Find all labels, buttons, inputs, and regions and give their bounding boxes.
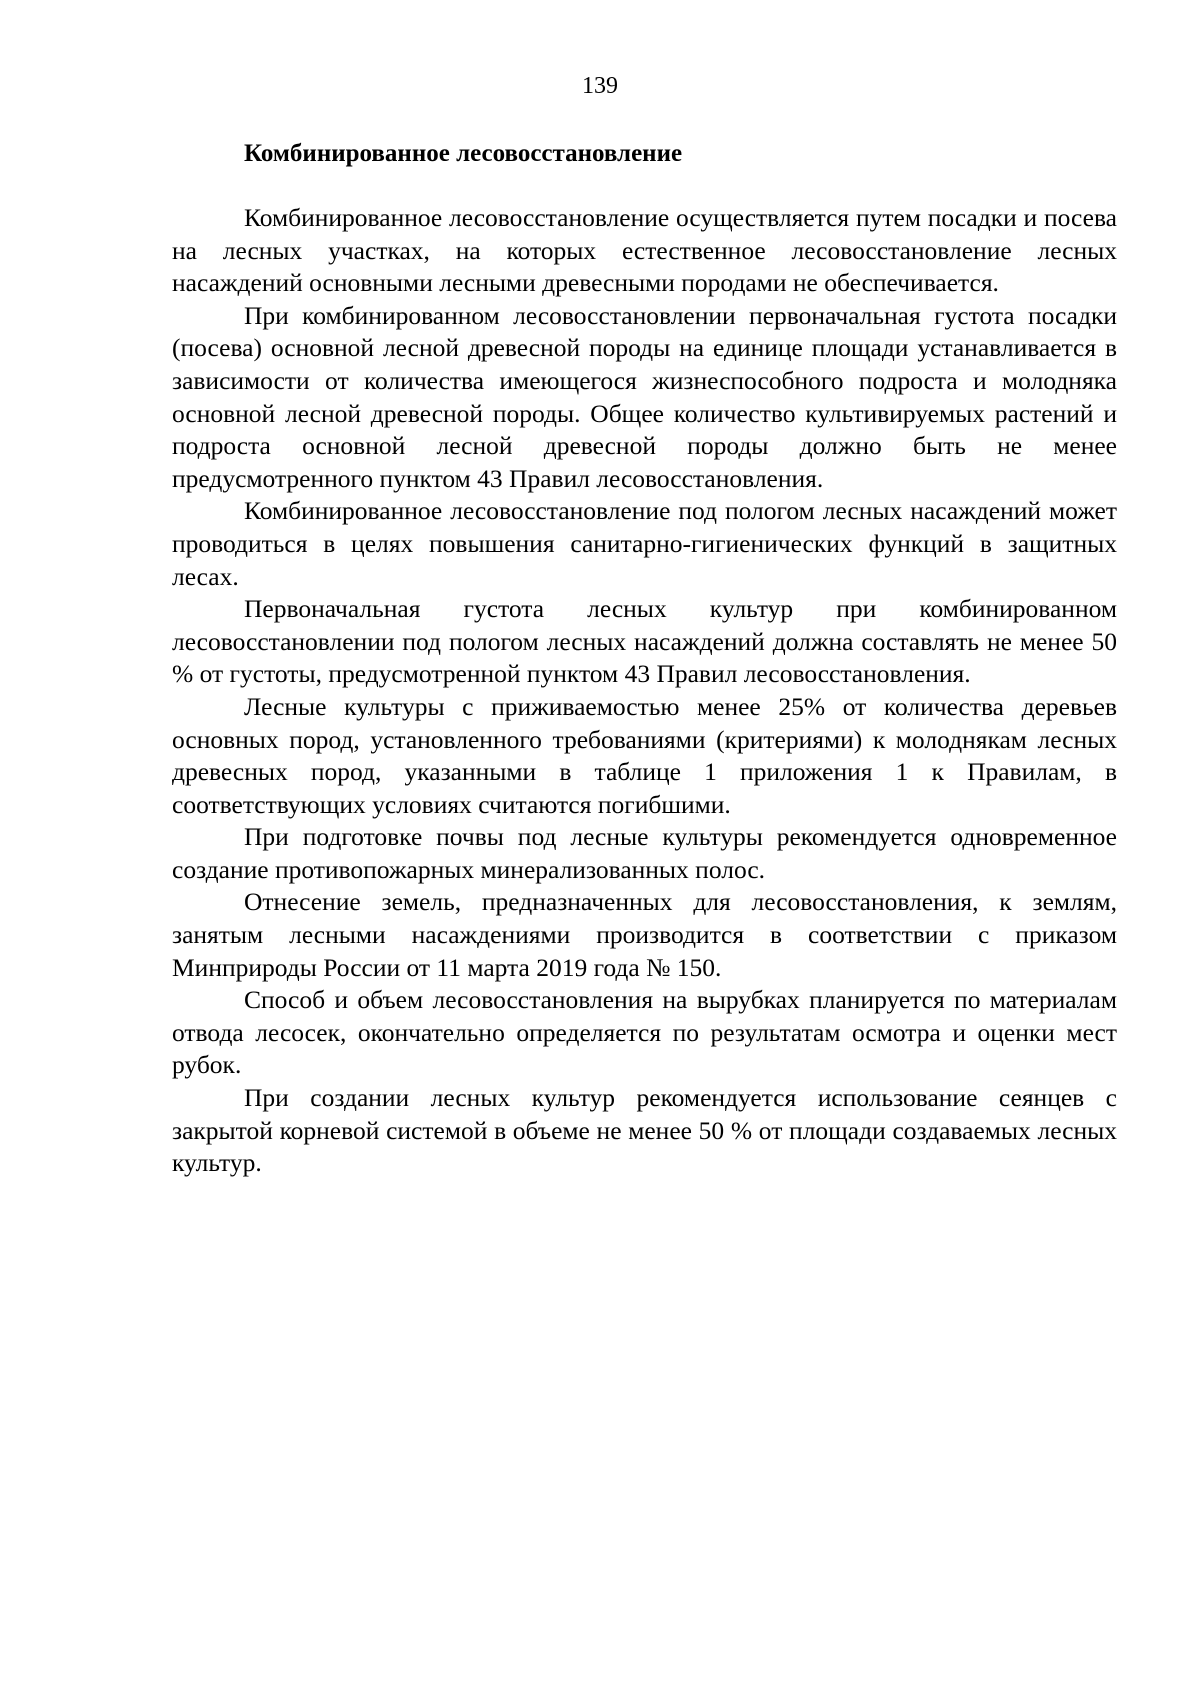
body-text	[172, 202, 1117, 1180]
paragraph-8: Способ и объем лесовосстановления на вырубках планируется по материалам отвода лесосек, окончательно определяется по результатам осмотра и оценки мест рубок.	[172, 985, 1117, 1080]
paragraph-9: При создании лесных культур рекомендуется использование сеянцев с закрытой корневой системой в объеме не менее 50 % от площади создаваемых лесных культур.	[172, 1083, 1117, 1178]
section-heading: Комбинированное лесовосстановление	[244, 140, 683, 167]
paragraph-3: Комбинированное лесовосстановление под пологом лесных насаждений может проводиться в целях повышения санитарно-гигиенических функций в защитных лесах.	[172, 496, 1117, 591]
paragraph-6: При подготовке почвы под лесные культуры рекомендуется одновременное создание противопожарных минерализованных полос.	[172, 822, 1117, 884]
paragraph-4: Первоначальная густота лесных культур при комбинированном лесовосстановлении под пологом лесных насаждений должна составлять не менее 50 % от густоты, предусмотренной пунктом 43 Правил лесовосстановления.	[172, 594, 1117, 689]
paragraph-1: Комбинированное лесовосстановление осуществляется путем посадки и посева на лесных участках, на которых естественное лесовосстановление лесных насаждений основными лесными древесными породами не обеспечивается.	[172, 203, 1117, 298]
paragraph-5: Лесные культуры с приживаемостью менее 25% от количества деревьев основных пород, установленного требованиями (критериями) к молоднякам лесных древесных пород, указанными в таблице 1 приложения 1 к Правилам, в соответствующих условиях считаются погибшими.	[172, 691, 1117, 819]
paragraph-7: Отнесение земель, предназначенных для лесовосстановления, к землям, занятым лесными насаждениями производится в соответствии с приказом Минприроды России от 11 марта 2019 года № 150.	[172, 887, 1117, 982]
paragraph-2: При комбинированном лесовосстановлении первоначальная густота посадки (посева) основной лесной древесной породы на единице площади устанавливается в зависимости от количества имеющегося жизнеспособного подроста и молодняка основной лесной древесной породы. Общее количество культивируемых растений и подроста основной лесной древесной породы должно быть не менее предусмотренного пунктом 43 Правил лесовосстановления.	[172, 300, 1117, 493]
page-number: 139	[582, 73, 618, 99]
